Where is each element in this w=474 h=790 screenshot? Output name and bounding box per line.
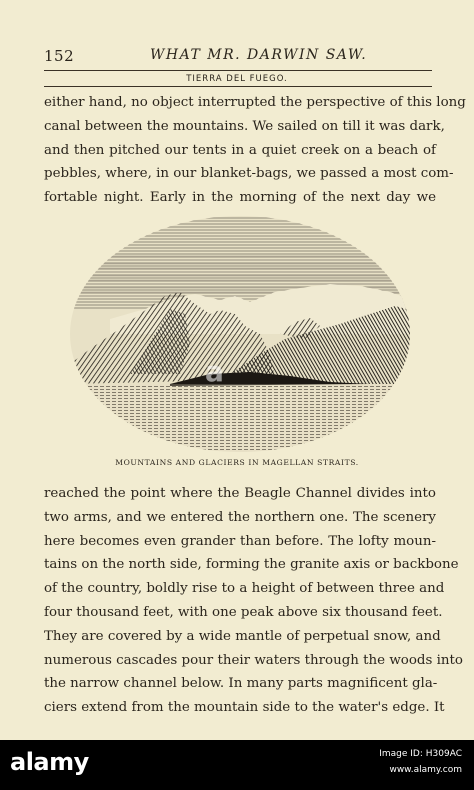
text-line: and then pitched our tents in a quiet creek on a beach of: [44, 142, 436, 158]
text-line: here becomes even grander than before. The lofty moun-: [44, 533, 436, 549]
header-rule-bottom: [44, 86, 432, 87]
text-line: They are covered by a wide mantle of perpetual snow, and: [44, 628, 441, 644]
page-number: 152: [44, 47, 75, 65]
text-line: four thousand feet, with one peak above six thousand feet.: [44, 604, 443, 620]
image-id: Image ID: H309AC: [379, 749, 462, 759]
text-line: fortable night. Early in the morning of the next day we: [44, 190, 436, 206]
text-line: pebbles, where, in our blanket-bags, we passed a most com-: [44, 166, 454, 182]
text-line: either hand, no object interrupted the perspective of this long: [44, 95, 466, 110]
text-line: tains on the north side, forming the granite axis or backbone: [44, 557, 459, 573]
text-line: ciers extend from the mountain side to the water's edge. It: [44, 700, 445, 716]
header-rule-top: [44, 70, 432, 71]
text-line: the narrow channel below. In many parts magnificent gla-: [44, 676, 438, 692]
figure-caption: MOUNTAINS AND GLACIERS IN MAGELLAN STRAITS.: [115, 458, 359, 467]
stock-url: www.alamy.com: [389, 765, 462, 775]
text-line: numerous cascades pour their waters through the woods into: [44, 652, 463, 668]
alamy-logo: alamy: [10, 748, 89, 776]
body-text-top: [44, 91, 466, 210]
text-line: canal between the mountains. We sailed on till it was dark,: [44, 118, 445, 134]
body-text-bottom: [44, 482, 463, 720]
engraving-illustration: [70, 214, 410, 454]
text-line: reached the point where the Beagle Channel divides into: [44, 486, 436, 501]
stock-watermark: a: [205, 355, 224, 388]
running-title: WHAT MR. DARWIN SAW.: [150, 47, 368, 63]
text-line: of the country, boldly rise to a height of between three and: [44, 581, 445, 597]
text-line: two arms, and we entered the northern one. The scenery: [44, 509, 436, 525]
section-heading: TIERRA DEL FUEGO.: [186, 74, 288, 84]
stock-banner: [0, 740, 474, 790]
